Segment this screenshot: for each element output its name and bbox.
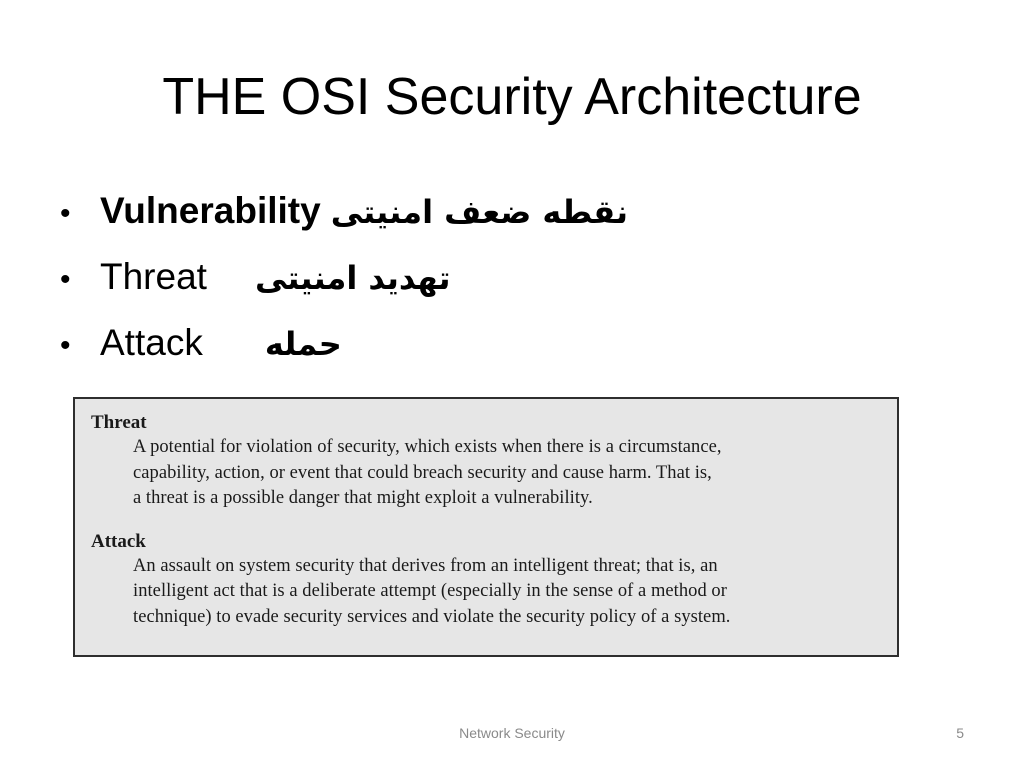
excerpt-term-attack: Attack <box>91 530 146 552</box>
excerpt-definition-threat <box>133 435 881 512</box>
bullet-marker: • <box>60 329 71 362</box>
excerpt-line: A potential for violation of security, which exists when there is a circumstance, <box>133 437 722 457</box>
excerpt-line: capability, action, or event that could breach security and cause harm. That is, <box>133 462 712 483</box>
excerpt-line: intelligent act that is a deliberate attempt (especially in the sense of a method or <box>133 581 727 601</box>
bullet-translation: تهدید امنیتی <box>254 259 451 297</box>
bullet-marker: • <box>60 263 71 296</box>
page-number: 5 <box>956 725 964 741</box>
bullet-translation: حمله <box>264 325 342 363</box>
bullet-translation: نقطه ضعف امنیتی <box>330 193 629 231</box>
bullet-term: Threat <box>100 256 207 297</box>
bullet-list <box>60 178 628 376</box>
excerpt-line: technique) to evade security services and violate the security policy of a system. <box>133 606 731 627</box>
excerpt-line: An assault on system security that derives from an intelligent threat; that is, an <box>133 555 718 576</box>
definition-excerpt-image <box>73 397 899 657</box>
excerpt-definition-attack <box>133 554 881 631</box>
bullet-term: Attack <box>100 322 203 363</box>
excerpt-spacer <box>91 512 881 530</box>
bullet-marker: • <box>60 197 71 230</box>
bullet-item-threat <box>60 244 628 310</box>
slide-title: THE OSI Security Architecture <box>162 68 862 126</box>
excerpt-term-threat: Threat <box>91 412 147 433</box>
bullet-item-vulnerability <box>60 178 628 244</box>
bullet-term: Vulnerability <box>100 190 321 231</box>
bullet-item-attack <box>60 310 628 376</box>
excerpt-line: a threat is a possible danger that might exploit a vulnerability. <box>133 488 593 508</box>
footer-text: Network Security <box>459 725 565 741</box>
